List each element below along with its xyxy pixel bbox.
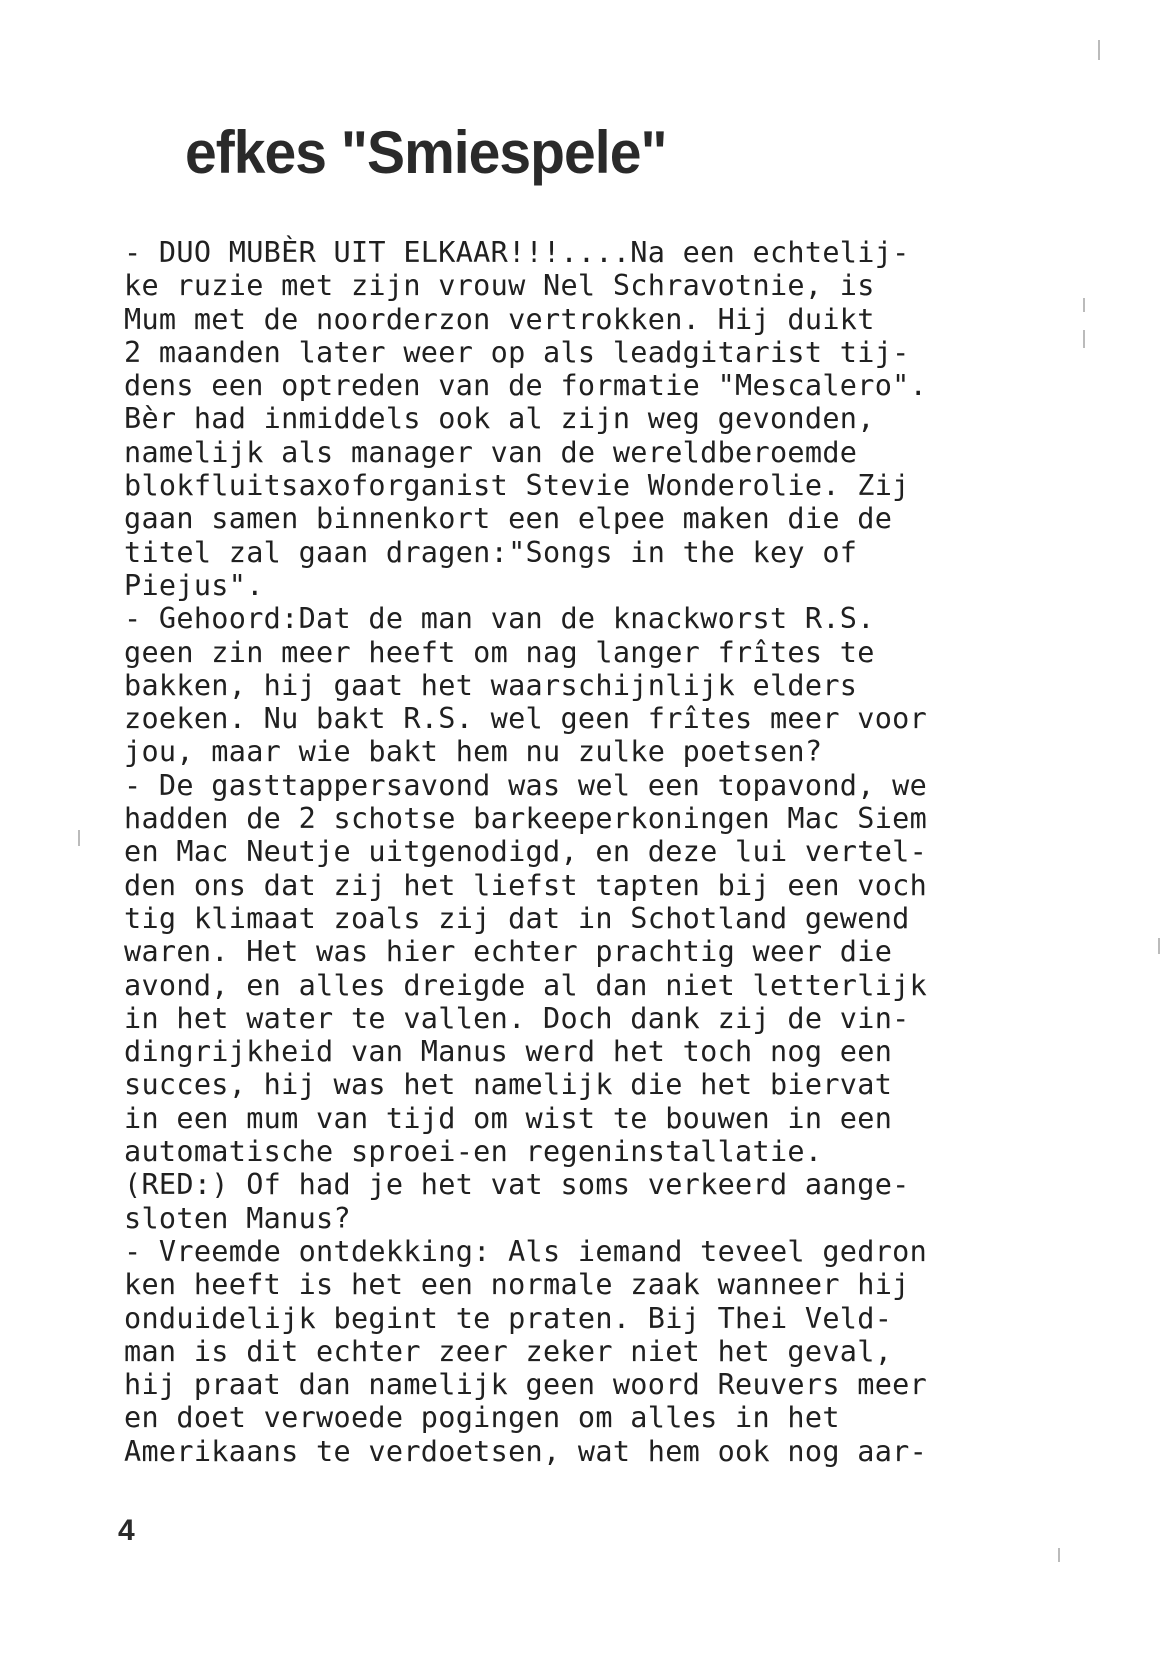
margin-mark [1083,298,1085,312]
text-line: hij praat dan namelijk geen woord Reuvers meer [124,1368,928,1402]
text-line: bakken, hij gaat het waarschijnlijk elders [124,668,858,702]
text-line: gaan samen binnenkort een elpee maken die de [124,502,893,536]
text-line: en doet verwoede pogingen om alles in het [124,1401,840,1435]
text-line: jou, maar wie bakt hem nu zulke poetsen? [124,735,823,769]
text-line: zoeken. Nu bakt R.S. wel geen frîtes meer voor [124,702,928,736]
text-line: in het water te vallen. Doch dank zij de vin- [124,1001,910,1035]
text-line: in een mum van tijd om wist te bouwen in een [124,1101,893,1135]
margin-mark [1058,1548,1060,1562]
text-line: man is dit echter zeer zeker niet het geval, [124,1334,893,1368]
text-line: onduidelijk begint te praten. Bij Thei Veld- [124,1301,893,1335]
page-title: efkes "Smiespele" [185,119,667,186]
text-line: dingrijkheid van Manus werd het toch nog een [124,1035,893,1069]
text-line: - Gehoord:Dat de man van de knackworst R.S. [124,602,875,636]
text-line: Bèr had inmiddels ook al zijn weg gevonden, [124,402,875,436]
text-line: Mum met de noorderzon vertrokken. Hij duikt [124,302,875,336]
text-line: waren. Het was hier echter prachtig weer die [124,935,893,969]
text-line: - DUO MUBÈR UIT ELKAAR!!!....Na een echtelij- [124,236,910,269]
margin-mark [78,830,80,846]
text-line: dens een optreden van de formatie "Mescalero". [124,369,928,403]
text-line: en Mac Neutje uitgenodigd, en deze lui vertel- [124,835,928,869]
page-number: 4 [118,1514,135,1547]
text-line: ke ruzie met zijn vrouw Nel Schravotnie, is [124,269,875,303]
margin-mark [1158,938,1160,954]
text-line: blokfluitsaxoforganist Stevie Wonderolie. Zij [124,469,910,503]
text-line: (RED:) Of had je het vat soms verkeerd aange- [124,1168,910,1202]
text-line: namelijk als manager van de wereldberoemde [124,435,858,469]
text-line: - Vreemde ontdekking: Als iemand teveel gedron [124,1234,928,1268]
text-line: den ons dat zij het liefst tapten bij een voch [124,868,928,902]
article-body [124,236,1124,1468]
margin-mark [1083,330,1085,348]
text-line: 2 maanden later weer op als leadgitarist tij- [124,335,910,369]
text-line: hadden de 2 schotse barkeeperkoningen Mac Siem [124,802,928,836]
text-line: Amerikaans te verdoetsen, wat hem ook nog aar- [124,1434,928,1468]
text-line: sloten Manus? [124,1201,351,1235]
text-line: - De gasttappersavond was wel een topavond, we [124,768,928,802]
text-line: automatische sproei-en regeninstallatie. [124,1135,823,1169]
text-line: succes, hij was het namelijk die het biervat [124,1068,893,1102]
text-line: avond, en alles dreigde al dan niet letterlijk [124,968,928,1002]
margin-mark [1098,40,1100,60]
text-line: Piejus". [124,568,264,602]
text-line: tig klimaat zoals zij dat in Schotland gewend [124,901,910,935]
text-line: titel zal gaan dragen:"Songs in the key of [124,535,858,569]
text-line: ken heeft is het een normale zaak wanneer hij [124,1268,910,1302]
text-line: geen zin meer heeft om nag langer frîtes te [124,635,875,669]
